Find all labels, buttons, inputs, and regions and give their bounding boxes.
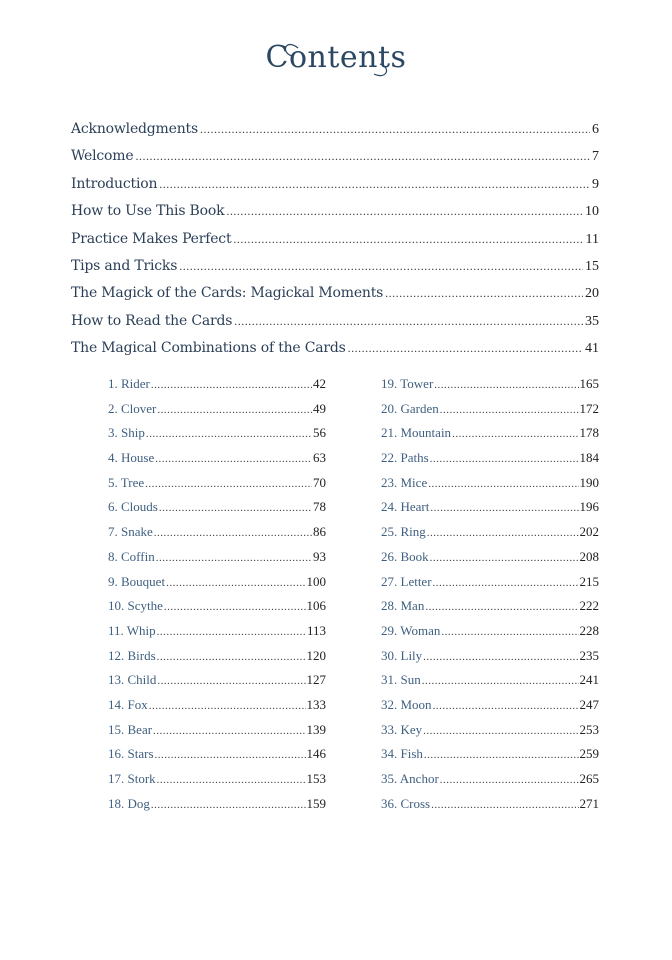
card-entry[interactable] — [381, 545, 599, 570]
dot-leader — [441, 620, 578, 645]
entry-title: 15. Bear — [108, 721, 153, 737]
dot-leader — [157, 398, 312, 423]
card-entry[interactable] — [381, 718, 599, 743]
page-number: 172 — [579, 400, 599, 416]
entry-title: 7. Snake — [108, 524, 153, 540]
entry-title: 34. Fish — [381, 746, 423, 762]
entry-title: Acknowledgments — [71, 121, 198, 137]
page-number: 49 — [313, 400, 326, 416]
page-number: 153 — [306, 771, 326, 786]
card-entry[interactable] — [381, 397, 599, 422]
entry-title: 32. Moon — [381, 696, 432, 712]
dot-leader — [423, 645, 578, 670]
entry-title: 17. Stork — [108, 771, 156, 786]
card-entry[interactable] — [108, 594, 326, 619]
page-number: 86 — [313, 524, 326, 540]
dot-leader — [157, 645, 306, 670]
entry-title: Introduction — [71, 175, 158, 192]
dot-leader — [430, 496, 578, 521]
entry-title: 12. Birds — [108, 647, 156, 663]
entry-title: The Magical Combinations of the Cards — [71, 340, 346, 357]
card-entry[interactable] — [108, 792, 326, 817]
dot-leader — [226, 198, 583, 225]
dot-leader — [430, 546, 579, 571]
page-number: 120 — [306, 647, 326, 663]
card-entry[interactable] — [381, 619, 599, 644]
dot-leader — [157, 768, 306, 793]
page-number: 78 — [313, 499, 326, 515]
dot-leader — [164, 595, 306, 620]
entry-title: How to Read the Cards — [71, 312, 233, 329]
dot-leader — [135, 143, 590, 170]
dot-leader — [422, 669, 579, 694]
dot-leader — [233, 226, 583, 253]
dot-leader — [159, 171, 590, 198]
entry-title: 18. Dog — [108, 795, 150, 811]
page-number: 247 — [579, 696, 599, 712]
page-number: 100 — [306, 573, 326, 589]
card-entry[interactable] — [108, 397, 326, 422]
page-number: 228 — [579, 622, 599, 638]
card-entry[interactable] — [381, 792, 599, 817]
card-entry[interactable] — [381, 446, 599, 471]
page-number: 15 — [585, 258, 599, 274]
dot-leader — [153, 719, 305, 744]
card-entry[interactable] — [108, 545, 326, 570]
card-entry[interactable] — [108, 742, 326, 767]
entry-title: 6. Clouds — [108, 499, 158, 515]
page-number: 20 — [585, 286, 599, 302]
entry-title: How to Use This Book — [71, 203, 225, 220]
card-entry[interactable] — [381, 372, 599, 397]
toc-entry[interactable] — [71, 253, 599, 280]
dot-leader — [440, 398, 579, 423]
dot-leader — [200, 116, 590, 143]
dot-leader — [433, 571, 579, 596]
entry-title: 27. Letter — [381, 573, 432, 589]
page-number: 35 — [585, 313, 599, 329]
card-entry[interactable] — [108, 693, 326, 718]
entry-title: The Magick of the Cards: Magickal Moments — [71, 285, 384, 302]
card-entry[interactable] — [381, 644, 599, 669]
card-entry[interactable] — [381, 742, 599, 767]
dot-leader — [423, 719, 578, 744]
entry-title: 2. Clover — [108, 400, 157, 416]
page-number: 265 — [579, 771, 599, 786]
toc-entry[interactable] — [71, 280, 599, 307]
page-number: 93 — [313, 548, 326, 564]
entry-title: 28. Man — [381, 598, 425, 614]
page-number: 10 — [585, 204, 599, 220]
toc-entry[interactable] — [71, 198, 599, 225]
toc-entry[interactable] — [71, 116, 599, 143]
entry-title: 8. Coffin — [108, 548, 155, 564]
entry-title: 31. Sun — [381, 672, 421, 688]
page-number: 127 — [306, 672, 326, 688]
card-entry[interactable] — [108, 767, 326, 792]
entry-title: 26. Book — [381, 548, 429, 564]
card-entry[interactable] — [108, 520, 326, 545]
page-number: 222 — [579, 598, 599, 614]
page-number: 63 — [313, 450, 326, 466]
page-number: 196 — [579, 499, 599, 515]
page-number: 113 — [306, 622, 326, 638]
entry-title: 21. Mountain — [381, 425, 452, 441]
card-entry[interactable] — [108, 421, 326, 446]
entry-title: 9. Bouquet — [108, 573, 166, 589]
entry-title: 25. Ring — [381, 524, 426, 540]
dot-leader — [424, 743, 579, 768]
toc-entry[interactable] — [71, 143, 599, 170]
entry-title: 23. Mice — [381, 474, 428, 490]
page-number: 41 — [585, 341, 599, 357]
page-number: 190 — [579, 474, 599, 490]
card-entry[interactable] — [381, 668, 599, 693]
entry-title: 1. Rider — [108, 376, 150, 391]
entry-title: 16. Stars — [108, 746, 154, 762]
page-number: 70 — [313, 474, 326, 490]
cards-list-right — [381, 372, 599, 816]
page-number: 6 — [592, 122, 599, 137]
page-number: 215 — [579, 573, 599, 589]
page-number: 235 — [579, 647, 599, 663]
dot-leader — [440, 768, 579, 793]
page-number: 208 — [579, 548, 599, 564]
dot-leader — [348, 335, 583, 362]
page-number: 139 — [306, 721, 326, 737]
card-entry[interactable] — [381, 495, 599, 520]
card-entry[interactable] — [381, 421, 599, 446]
dot-leader — [234, 308, 583, 335]
dot-leader — [149, 694, 306, 719]
entry-title: 11. Whip — [108, 622, 156, 638]
dot-leader — [154, 521, 312, 546]
entry-title: 20. Garden — [381, 400, 439, 416]
card-entry[interactable] — [108, 718, 326, 743]
dot-leader — [431, 793, 578, 818]
entry-title: 22. Paths — [381, 450, 429, 466]
entry-title: Welcome — [71, 148, 134, 165]
page-number: 165 — [579, 376, 599, 391]
dot-leader — [156, 546, 312, 571]
entry-title: 24. Heart — [381, 499, 430, 515]
toc-entry[interactable] — [71, 226, 599, 253]
entry-title: 33. Key — [381, 721, 423, 737]
entry-title: 36. Cross — [381, 795, 431, 811]
page-number: 259 — [579, 746, 599, 762]
title-text: Contents — [265, 40, 407, 75]
page-number: 106 — [306, 598, 326, 614]
page-number: 202 — [579, 524, 599, 540]
page-number: 9 — [592, 176, 599, 192]
toc-entry[interactable] — [71, 171, 599, 198]
entry-title: 5. Tree — [108, 474, 145, 490]
card-entry[interactable] — [108, 471, 326, 496]
card-entry[interactable] — [381, 693, 599, 718]
page-number: 133 — [306, 696, 326, 712]
dot-leader — [157, 669, 305, 694]
entry-title: 10. Scythe — [108, 598, 163, 614]
entry-title: 3. Ship — [108, 425, 145, 441]
dot-leader — [427, 521, 579, 546]
page-number: 271 — [579, 795, 599, 811]
dot-leader — [179, 253, 583, 280]
dot-leader — [166, 571, 305, 596]
entry-title: Tips and Tricks — [71, 257, 178, 274]
dot-leader — [151, 793, 306, 818]
entry-title: Practice Makes Perfect — [71, 230, 232, 247]
entry-title: 14. Fox — [108, 696, 148, 712]
card-entry[interactable] — [108, 570, 326, 595]
dot-leader — [425, 595, 578, 620]
page-number: 42 — [313, 376, 326, 391]
cards-list-left — [108, 372, 326, 816]
page-number: 241 — [579, 672, 599, 688]
dot-leader — [146, 422, 312, 447]
card-entry[interactable] — [381, 570, 599, 595]
main-toc-list — [71, 116, 599, 363]
title-flourish-icon — [276, 34, 396, 84]
dot-leader — [145, 472, 312, 497]
card-entry[interactable] — [108, 644, 326, 669]
entry-title: 30. Lily — [381, 647, 423, 663]
dot-leader — [433, 694, 579, 719]
entry-title: 29. Woman — [381, 622, 441, 638]
card-entry[interactable] — [108, 446, 326, 471]
card-entry[interactable] — [108, 619, 326, 644]
page-number: 253 — [579, 721, 599, 737]
dot-leader — [151, 373, 312, 398]
page-number: 56 — [313, 425, 326, 441]
toc-entry[interactable] — [71, 308, 599, 335]
card-entry[interactable] — [108, 372, 326, 397]
card-entry[interactable] — [381, 594, 599, 619]
dot-leader — [155, 743, 306, 768]
card-entry[interactable] — [381, 767, 599, 792]
entry-title: 35. Anchor — [381, 771, 439, 786]
card-entry[interactable] — [108, 668, 326, 693]
page-number: 7 — [592, 149, 599, 165]
card-entry[interactable] — [381, 471, 599, 496]
page-number: 184 — [579, 450, 599, 466]
dot-leader — [452, 422, 578, 447]
dot-leader — [385, 280, 583, 307]
dot-leader — [434, 373, 578, 398]
dot-leader — [159, 496, 312, 521]
entry-title: 19. Tower — [381, 376, 434, 391]
toc-entry[interactable] — [71, 335, 599, 362]
card-entry[interactable] — [108, 495, 326, 520]
entry-title: 13. Child — [108, 672, 157, 688]
dot-leader — [428, 472, 578, 497]
page-number: 159 — [306, 795, 326, 811]
page-number: 146 — [306, 746, 326, 762]
entry-title: 4. House — [108, 450, 155, 466]
dot-leader — [157, 620, 306, 645]
page-number: 178 — [579, 425, 599, 441]
dot-leader — [155, 447, 312, 472]
dot-leader — [430, 447, 579, 472]
page-number: 11 — [585, 231, 599, 247]
card-entry[interactable] — [381, 520, 599, 545]
page-title — [0, 40, 672, 75]
